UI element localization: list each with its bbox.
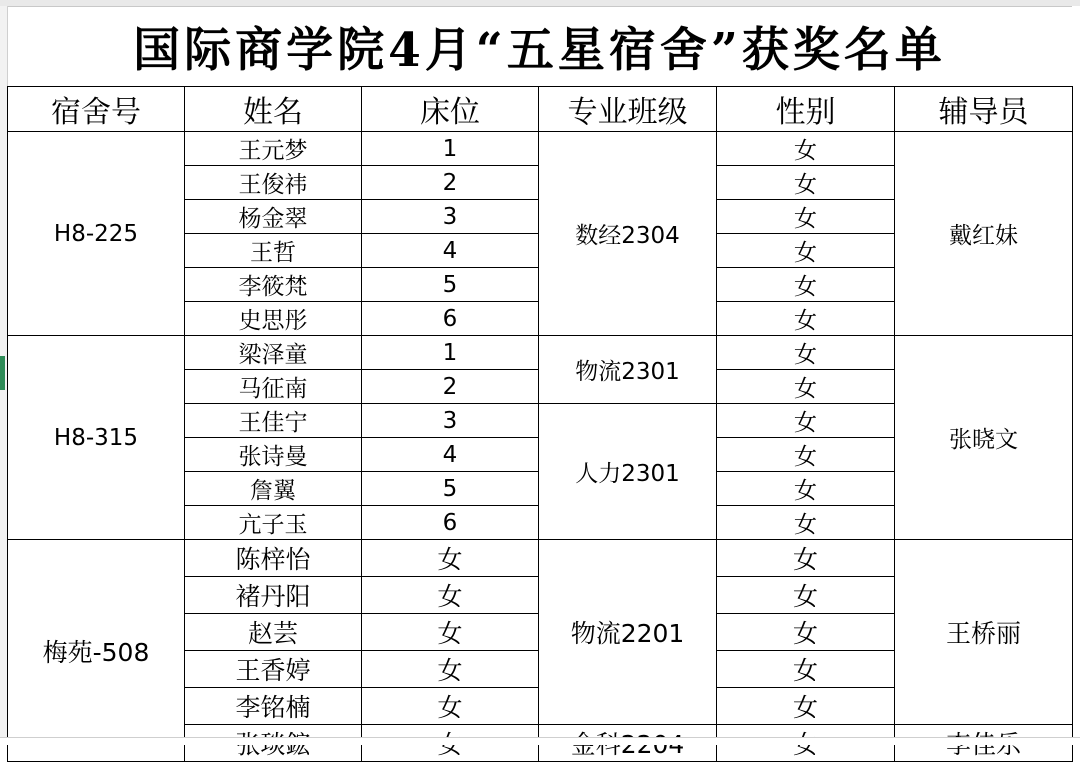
header-dorm[interactable]: 宿舍号 (8, 87, 185, 132)
name-cell[interactable]: 詹翼 (185, 472, 362, 506)
major-cell[interactable]: 物流2201 (539, 540, 717, 725)
bed-cell[interactable]: 1 (362, 132, 539, 166)
name-cell[interactable]: 李筱梵 (185, 268, 362, 302)
name-cell[interactable]: 李铭楠 (185, 688, 362, 725)
bed-cell[interactable]: 女 (362, 540, 539, 577)
name-cell[interactable]: 史思彤 (185, 302, 362, 336)
gender-cell[interactable]: 女 (717, 268, 895, 302)
gender-cell[interactable]: 女 (717, 614, 895, 651)
name-cell[interactable]: 陈梓怡 (185, 540, 362, 577)
bed-cell[interactable]: 5 (362, 268, 539, 302)
gender-cell[interactable]: 女 (717, 506, 895, 540)
name-cell[interactable]: 赵芸 (185, 614, 362, 651)
table-row (8, 336, 1073, 370)
gender-cell[interactable]: 女 (717, 540, 895, 577)
bed-cell[interactable]: 女 (362, 651, 539, 688)
table-row (8, 540, 1073, 577)
header-counselor[interactable]: 辅导员 (895, 87, 1073, 132)
dorm-cell[interactable]: H8-225 (8, 132, 185, 336)
dorm-cell[interactable]: H8-315 (8, 336, 185, 540)
name-cell[interactable]: 王元梦 (185, 132, 362, 166)
gender-cell[interactable]: 女 (717, 336, 895, 370)
name-cell[interactable]: 褚丹阳 (185, 577, 362, 614)
bed-cell[interactable]: 6 (362, 302, 539, 336)
header-bed[interactable]: 床位 (362, 87, 539, 132)
bed-cell[interactable]: 3 (362, 200, 539, 234)
sheet-title[interactable]: 国际商学院4月“五星宿舍”获奖名单 (133, 22, 946, 78)
gender-cell[interactable]: 女 (717, 370, 895, 404)
header-name[interactable]: 姓名 (185, 87, 362, 132)
right-margin (1072, 6, 1080, 744)
bed-cell[interactable]: 6 (362, 506, 539, 540)
gender-cell[interactable]: 女 (717, 404, 895, 438)
gender-cell[interactable]: 女 (717, 688, 895, 725)
selected-row-marker (0, 356, 5, 390)
header-gender[interactable]: 性别 (717, 87, 895, 132)
name-cell[interactable]: 梁泽童 (185, 336, 362, 370)
dorm-cell[interactable]: 梅苑-508 (8, 540, 185, 762)
bed-cell[interactable]: 3 (362, 404, 539, 438)
name-cell[interactable]: 王佳宁 (185, 404, 362, 438)
name-cell[interactable]: 王香婷 (185, 651, 362, 688)
name-cell[interactable]: 马征南 (185, 370, 362, 404)
gender-cell[interactable]: 女 (717, 472, 895, 506)
table-row (8, 132, 1073, 166)
name-cell[interactable]: 亢子玉 (185, 506, 362, 540)
major-cell[interactable]: 数经2304 (539, 132, 717, 336)
gender-cell[interactable]: 女 (717, 234, 895, 268)
name-cell[interactable]: 杨金翠 (185, 200, 362, 234)
bed-cell[interactable]: 女 (362, 688, 539, 725)
gender-cell[interactable]: 女 (717, 132, 895, 166)
bed-cell[interactable]: 4 (362, 234, 539, 268)
name-cell[interactable]: 王俊祎 (185, 166, 362, 200)
bed-cell[interactable]: 2 (362, 370, 539, 404)
gender-cell[interactable]: 女 (717, 577, 895, 614)
counselor-cell[interactable]: 戴红妹 (895, 132, 1073, 336)
bed-cell[interactable]: 4 (362, 438, 539, 472)
gender-cell[interactable]: 女 (717, 302, 895, 336)
counselor-cell[interactable]: 张晓文 (895, 336, 1073, 540)
name-cell[interactable]: 张诗曼 (185, 438, 362, 472)
bed-cell[interactable]: 女 (362, 577, 539, 614)
bed-cell[interactable]: 女 (362, 614, 539, 651)
award-roster-table (7, 86, 1073, 762)
gender-cell[interactable]: 女 (717, 651, 895, 688)
major-cell[interactable]: 人力2301 (539, 404, 717, 540)
top-toolbar-strip (0, 0, 1080, 7)
major-cell[interactable]: 物流2301 (539, 336, 717, 404)
gender-cell[interactable]: 女 (717, 200, 895, 234)
bed-cell[interactable]: 1 (362, 336, 539, 370)
gender-cell[interactable]: 女 (717, 166, 895, 200)
counselor-cell[interactable]: 王桥丽 (895, 540, 1073, 725)
header-row (8, 87, 1073, 132)
bed-cell[interactable]: 2 (362, 166, 539, 200)
header-major[interactable]: 专业班级 (539, 87, 717, 132)
bed-cell[interactable]: 5 (362, 472, 539, 506)
name-cell[interactable]: 王哲 (185, 234, 362, 268)
gender-cell[interactable]: 女 (717, 438, 895, 472)
